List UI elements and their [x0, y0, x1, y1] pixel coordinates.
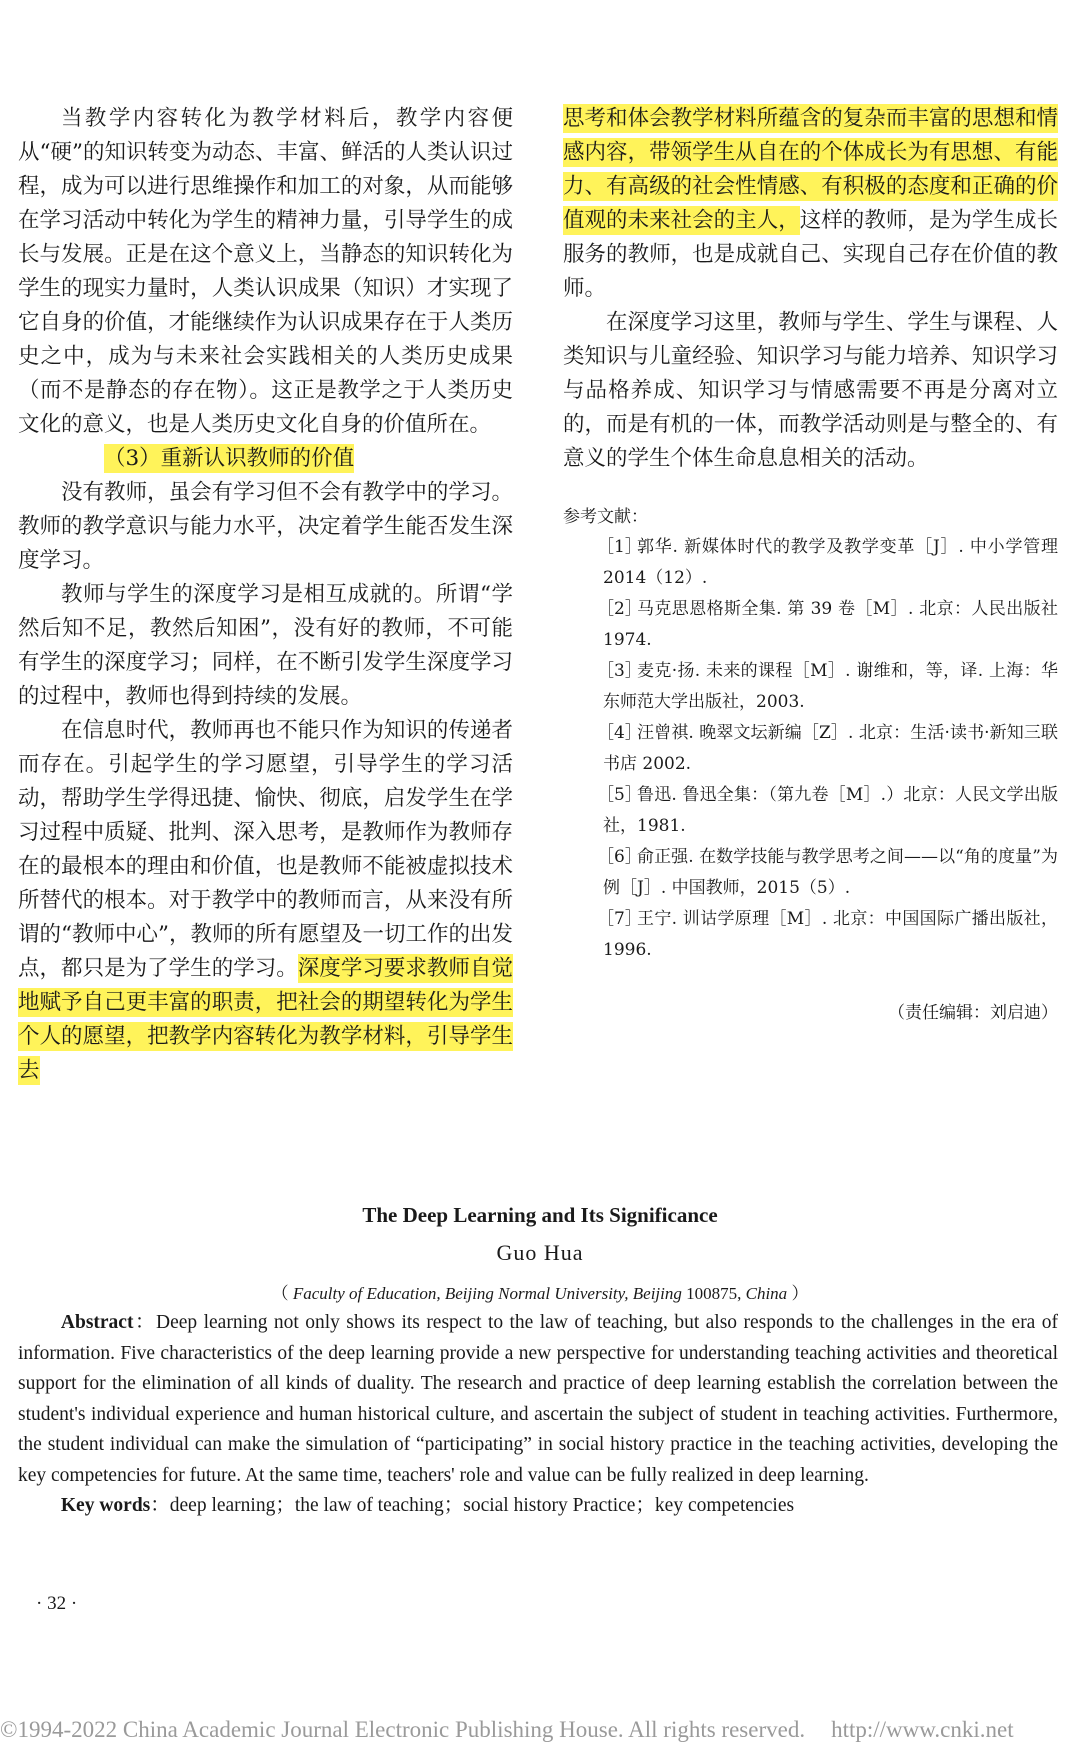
reference-item — [563, 780, 1058, 842]
english-author: Guo Hua — [496, 1240, 584, 1265]
left-paragraph-3: 教师与学生的深度学习是相互成就的。所谓“学然后知不足，教然后知困”，没有好的教师，不可能有学生的深度学习；同样，在不断引发学生深度学习的过程中，教师也得到持续的发展。 — [18, 582, 513, 709]
reference-number: ［1］ — [597, 537, 642, 557]
reference-text: 麦克·扬. 未来的课程［M］. 谢维和，等，译. 上海：华东师范大学出版社，2003. — [603, 661, 1058, 712]
reference-text: 汪曾祺. 晚翠文坛新编［Z］. 北京：生活·读书·新知三联书店 2002. — [603, 723, 1058, 774]
page-number: · 32 · — [36, 1593, 78, 1614]
affiliation-country: China — [745, 1284, 788, 1303]
footer-url: http://www.cnki.net — [831, 1717, 1014, 1742]
reference-item — [563, 532, 1058, 594]
english-title: The Deep Learning and Its Significance — [362, 1203, 718, 1227]
left-paragraph-4 — [18, 714, 513, 1088]
reference-item — [563, 842, 1058, 904]
affiliation-open: （ — [271, 1284, 293, 1303]
references-list — [563, 532, 1058, 966]
affiliation-postcode: 100875, — [681, 1284, 746, 1303]
right-paragraph-1-text: 这样的教师，是为学生成长服务的教师，也是成就自己、实现自己存在价值的教师。 — [563, 208, 1058, 301]
subheading-text: （3）重新认识教师的价值 — [104, 446, 355, 471]
left-paragraph-4-highlight: 深度学习要求教师自觉地赋予自己更丰富的职责，把社会的期望转化为学生个人的愿望，把教学内容转化为教学材料，引导学生去 — [18, 956, 513, 1083]
reference-number: ［6］ — [597, 847, 642, 867]
reference-text: 俞正强. 在数学技能与教学思考之间——以“角的度量”为例［J］. 中国教师，2015（5）. — [603, 847, 1058, 898]
reference-item — [563, 904, 1058, 966]
right-column — [563, 102, 1058, 1030]
affiliation-close: ） — [787, 1284, 809, 1303]
keywords-text: ：deep learning；the law of teaching；social history Practice；key competencies — [150, 1495, 795, 1516]
abstract-text: ：Deep learning not only shows its respect to the law of teaching, but also responds to the challenges in the era of information. Five characteristics of the deep learning provide a new perspective for understanding teaching activities and theoretical support for the elimination of all kinds of duality. The research and practice of deep learning establish the correlation between the student's individual experience and human historical culture, and ascertain the subject of student in teaching activities. Furthermore, the student individual can make the simulation of “participating” in social history practice in the teaching activities, developing the key competencies for future. At the same time, teachers' role and value can be fully realized in deep learning. — [18, 1312, 1058, 1486]
right-paragraph-1-highlight: 思考和体会教学材料所蕴含的复杂而丰富的思想和情感内容，带领学生从自在的个体成长为有思想、有能力、有高级的社会性情感、有积极的态度和正确的价值观的未来社会的主人， — [563, 106, 1058, 233]
reference-number: ［7］ — [597, 909, 642, 929]
right-paragraph-1 — [563, 102, 1058, 306]
reference-text: 马克思恩格斯全集. 第 39 卷［M］. 北京：人民出版社 1974. — [603, 599, 1058, 650]
reference-item — [563, 656, 1058, 718]
keywords-paragraph — [18, 1491, 1058, 1522]
reference-text: 鲁迅. 鲁迅全集：（第九卷［M］.）北京：人民文学出版社，1981. — [603, 785, 1058, 836]
reference-number: ［3］ — [597, 661, 642, 681]
reference-number: ［5］ — [597, 785, 642, 805]
left-paragraph-1: 当教学内容转化为教学材料后，教学内容便从“硬”的知识转变为动态、丰富、鲜活的人类认识过程，成为可以进行思维操作和加工的对象，从而能够在学习活动中转化为学生的精神力量，引导学生的成长与发展。正是在这个意义上，当静态的知识转化为学生的现实力量时，人类认识成果（知识）才实现了它自身的价值，才能继续作为认识成果存在于人类历史之中，成为与未来社会实践相关的人类历史成果（而不是静态的存在物）。这正是教学之于人类历史文化的意义，也是人类历史文化自身的价值所在。 — [18, 106, 513, 437]
right-paragraph-2: 在深度学习这里，教师与学生、学生与课程、人类知识与儿童经验、知识学习与能力培养、知识学习与品格养成、知识学习与情感需要不再是分离对立的，而是有机的一体，而教学活动则是与整全的、有意义的学生个体生命息息相关的活动。 — [563, 310, 1058, 471]
abstract-paragraph — [18, 1308, 1058, 1491]
left-paragraph-2: 没有教师，虽会有学习但不会有教学中的学习。教师的教学意识与能力水平，决定着学生能否发生深度学习。 — [18, 480, 513, 573]
affiliation-institution: Faculty of Education, Beijing Normal University, Beijing — [292, 1284, 682, 1303]
reference-item — [563, 594, 1058, 656]
reference-text: 郭华. 新媒体时代的教学及教学变革［J］. 中小学管理 2014（12）. — [603, 537, 1058, 588]
section-subheading — [18, 442, 513, 476]
left-column — [18, 102, 513, 1088]
reference-text: 王宁. 训诂学原理［M］. 北京：中国国际广播出版社，1996. — [603, 909, 1058, 960]
references-title: 参考文献： — [563, 507, 648, 527]
responsible-editor: （责任编辑：刘启迪） — [888, 1003, 1058, 1023]
abstract-label: Abstract — [60, 1312, 134, 1333]
copyright-text: ©1994-2022 China Academic Journal Electronic Publishing House. All rights reserved. — [0, 1717, 806, 1742]
keywords-label: Key words — [60, 1495, 151, 1516]
copyright-footer — [0, 1717, 1080, 1743]
left-paragraph-4-text: 在信息时代，教师再也不能只作为知识的传递者而存在。引起学生的学习愿望，引导学生的学习活动，帮助学生学得迅捷、愉快、彻底，启发学生在学习过程中质疑、批判、深入思考，是教师作为教师存在的最根本的理由和价值，也是教师不能被虚拟技术所替代的根本。对于教学中的教师而言，从来没有所谓的“教师中心”，教师的所有愿望及一切工作的出发点，都只是为了学生的学习。 — [18, 718, 513, 981]
reference-number: ［2］ — [597, 599, 642, 619]
reference-item — [563, 718, 1058, 780]
english-affiliation — [0, 1279, 1080, 1304]
reference-number: ［4］ — [597, 723, 642, 743]
english-abstract — [18, 1308, 1058, 1522]
